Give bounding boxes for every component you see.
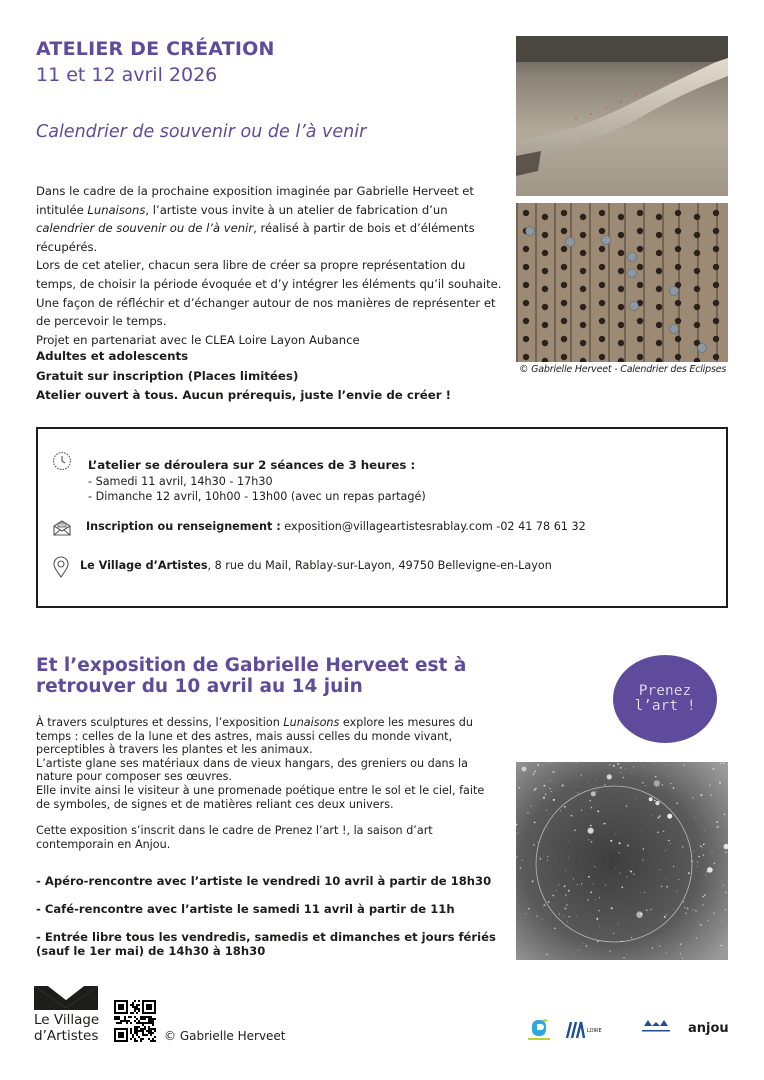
practical-info-box: [36, 427, 728, 608]
expo-paragraph-4: Cette exposition s’inscrit dans le cadre de Prenez l’art !, la saison d’art contemporain en Anjou.: [36, 824, 433, 851]
audience-item: Gratuit sur inscription (Places limitées): [36, 368, 299, 383]
anjou-logo: anjou: [688, 1021, 729, 1036]
bellevigne-logo: [528, 1018, 550, 1046]
contact-email-phone[interactable]: exposition@villageartistesrablay.com -02 41 78 61 32: [280, 520, 586, 533]
qr-code[interactable]: [114, 1000, 156, 1042]
badge-line-1: Prenez: [638, 683, 692, 699]
intro-paragraph-2: Lors de cet atelier, chacun sera libre de créer sa propre représentation du temps, de choisir la période évoquée et d’y intégrer les éléments qu’il souhaite. Une façon de réfléchir et d’échanger autour de nos manières de représenter et de percevoir le temps.: [36, 258, 502, 329]
village-artistes-logo: [34, 986, 98, 1014]
intro-paragraph-1: Dans le cadre de la prochaine exposition imaginée par Gabrielle Herveet et intitulée Lunaisons, l’artiste vous invite à un atelier de fabrication d’un calendrier de souvenir ou de l’à venir, réalisé à partir de bois et d’éléments récupérés.: [36, 184, 475, 254]
loire-layon-aubance-logo: [565, 1020, 609, 1044]
event-item: - Entrée libre tous les vendredis, samedis et dimanches et jours fériés (sauf le 1er mai) de 14h30 à 18h30: [36, 930, 496, 958]
address-line: [80, 558, 552, 574]
svg-text:LOIRE: LOIRE: [587, 1028, 602, 1034]
photo-credit: © Gabrielle Herveet: [164, 1029, 286, 1043]
village-artistes-logo-text: Le Village d’Artistes: [34, 1012, 100, 1044]
event-dates: 11 et 12 avril 2026: [36, 64, 218, 86]
session-item: - Dimanche 12 avril, 10h00 - 13h00 (avec un repas partagé): [88, 490, 426, 504]
audience-list: [36, 347, 451, 406]
intro-paragraph-3: Projet en partenariat avec le CLEA Loire Layon Aubance: [36, 332, 360, 347]
audience-item: Adultes et adolescents: [36, 349, 189, 363]
expo-paragraph-3: Elle invite ainsi le visiteur à une promenade poétique entre le sol et le ciel, faite de symboles, de signes et de matières reliant ces deux univers.: [36, 783, 485, 811]
expo-paragraph-1: À travers sculptures et dessins, l’exposition Lunaisons explore les mesures du temps : celles de la lune et des astres, mais aussi celles du monde vivant, perceptibles à travers les plantes et les animaux.: [36, 716, 473, 757]
schedule-title: L’atelier se déroulera sur 2 séances de 3 heures :: [88, 458, 416, 472]
event-item: - Apéro-rencontre avec l’artiste le vendredi 10 avril à partir de 18h30: [36, 874, 492, 888]
page-title: ATELIER DE CRÉATION: [36, 38, 275, 60]
workshop-subtitle: Calendrier de souvenir ou de l’à venir: [36, 122, 367, 142]
contact-line: [86, 519, 586, 535]
schedule-block: [88, 458, 426, 505]
ville-metiers-art-logo: [638, 1018, 674, 1038]
events-list: [36, 874, 496, 972]
expo-paragraph-2: L’artiste glane ses matériaux dans de vieux hangars, des greniers ou dans la nature pour composer ses œuvres.: [36, 756, 468, 784]
session-item: - Samedi 11 avril, 14h30 - 17h30: [88, 474, 273, 488]
photo-drilled-board: [516, 203, 728, 362]
intro-text: [36, 182, 506, 349]
location-pin-icon: [52, 556, 70, 582]
prenez-lart-badge: [613, 655, 717, 743]
photo-branch: [516, 36, 728, 196]
photo-starry-drawing: [516, 762, 728, 960]
exposition-title: Et l’exposition de Gabrielle Herveet est à retrouver du 10 avril au 14 juin: [36, 655, 467, 697]
audience-item: Atelier ouvert à tous. Aucun prérequis, juste l’envie de créer !: [36, 388, 452, 403]
contact-label: Inscription ou renseignement :: [86, 520, 281, 533]
badge-line-2: l’art !: [634, 698, 696, 714]
exposition-text: [36, 716, 496, 851]
clock-icon: [52, 451, 72, 475]
envelope-icon: [52, 519, 72, 541]
venue-name: Le Village d’Artistes: [80, 559, 208, 572]
photo-caption: © Gabrielle Herveet - Calendrier des Eclipses: [519, 364, 727, 375]
event-item: - Café-rencontre avec l’artiste le samedi 11 avril à partir de 11h: [36, 902, 455, 916]
venue-address: , 8 rue du Mail, Rablay-sur-Layon, 49750 Bellevigne-en-Layon: [207, 559, 552, 572]
